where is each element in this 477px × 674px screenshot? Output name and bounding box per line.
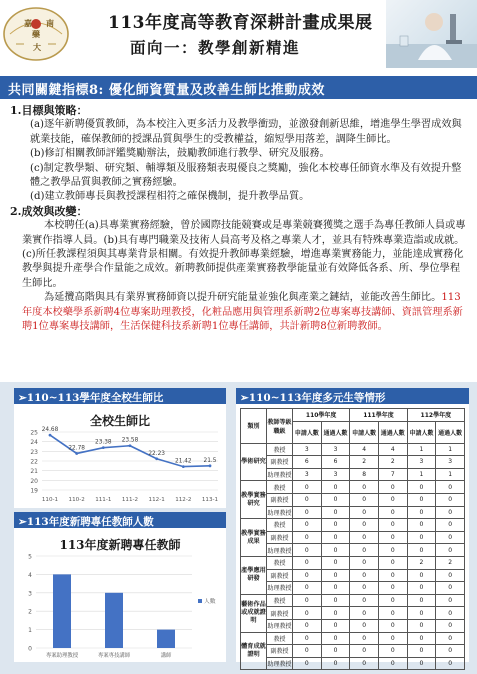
table-value-cell: 0 [321,519,350,532]
table-value-cell: 0 [378,657,407,670]
data-point [102,446,105,449]
table-value-cell: 0 [350,657,379,670]
th-apply: 申請人數 [407,421,436,443]
table-value-cell: 0 [436,544,465,557]
y-tick-label: 5 [28,553,32,561]
table-rank-cell: 助理教授 [267,582,293,595]
table-rank-cell: 副教授 [267,456,293,469]
table-value-cell: 0 [321,594,350,607]
th-pass: 通過人數 [321,421,350,443]
table-row [241,569,465,582]
goal-d: (d)建立教師專長與教授課程相符之確保機制，提升教學品質。 [30,191,310,203]
th-category: 類別 [241,409,267,444]
table-value-cell: 0 [350,569,379,582]
table-rank-cell: 副教授 [267,569,293,582]
data-label: 22.23 [148,450,165,457]
ratio-panel [14,388,226,508]
table-value-cell: 0 [293,619,322,632]
y-tick-label: 20 [30,477,38,485]
table-value-cell: 0 [378,493,407,506]
x-tick-label: 112-1 [148,497,165,503]
logo-character: 南 [46,19,54,28]
x-tick-label: 110-2 [68,497,85,503]
data-point [75,452,78,455]
table-value-cell: 0 [407,531,436,544]
table-row [241,619,465,632]
table-value-cell: 0 [321,544,350,557]
table-value-cell: 2 [350,456,379,469]
y-tick-label: 23 [30,448,38,456]
table-value-cell: 0 [293,481,322,494]
th-pass: 通過人數 [436,421,465,443]
table-row [241,645,465,658]
table-row [241,594,465,607]
promotion-table [240,408,465,670]
table-value-cell: 0 [293,544,322,557]
data-point [155,457,158,460]
table-value-cell: 0 [350,619,379,632]
table-value-cell: 0 [436,519,465,532]
y-tick-label: 0 [28,645,32,653]
data-label: 24.68 [41,427,59,434]
table-value-cell: 0 [436,619,465,632]
table-value-cell: 3 [293,468,322,481]
th-apply: 申請人數 [293,421,322,443]
table-value-cell: 3 [436,456,465,469]
table-row [241,443,465,456]
x-tick-label: 113-1 [201,497,219,503]
data-point [49,434,52,437]
table-value-cell: 0 [407,632,436,645]
table-value-cell: 0 [350,519,379,532]
table-value-cell: 0 [293,594,322,607]
data-point [129,444,132,447]
table-rank-cell: 副教授 [267,531,293,544]
table-value-cell: 0 [436,582,465,595]
heading-results: 2.成效與改變： [10,204,88,218]
table-row [241,531,465,544]
table-row [241,468,465,481]
x-tick-label: 111-1 [95,497,112,503]
table-value-cell: 0 [378,645,407,658]
data-label: 23.38 [95,439,112,446]
y-tick-label: 21 [30,468,38,476]
table-value-cell: 0 [407,506,436,519]
table-value-cell: 0 [436,632,465,645]
hire-panel-title: ➢113年度新聘專任教師人數 [14,512,226,528]
results-text: 為延攬高階與具有業界實務師資以提升研究能量並強化與產業之鏈結，並能改善生師比。 [44,292,442,304]
y-tick-label: 19 [30,487,38,495]
table-category-cell: 教學實務成果 [241,519,267,557]
hire-chart-title: 113年度新聘專任教師 [59,538,181,552]
table-row [241,582,465,595]
table-value-cell: 6 [321,456,350,469]
table-value-cell: 0 [350,607,379,620]
table-value-cell: 0 [321,607,350,620]
table-value-cell: 0 [378,594,407,607]
table-panel-title: ➢110~113年度多元生等情形 [236,388,469,404]
table-value-cell: 0 [350,582,379,595]
table-value-cell: 0 [350,594,379,607]
table-value-cell: 0 [350,645,379,658]
th-year-110: 110學年度 [293,409,350,422]
results-highlight: 113年度本校藥學系新聘4位專案助理教授，化粧品應用與管理系新聘2位專案專技講師、資訊管理系新聘1位專案專技講師，生活保健科技系新聘1位專任講師，共計新聘8位新聘教師。 [22,292,463,333]
table-value-cell: 0 [293,519,322,532]
table-value-cell: 0 [407,544,436,557]
table-panel [236,388,469,668]
th-pass: 通過人數 [378,421,407,443]
table-value-cell: 0 [293,645,322,658]
goal-a: (a)逐年新聘優質教師，為本校注入更多活力及教學衝勁，並激發創新思維，增進學生學習成效與就業技能，確保教師的授課品質與學生的受教權益，縮短學用落差，調降生師比。 [30,119,462,145]
table-value-cell: 0 [350,556,379,569]
table-value-cell: 0 [293,531,322,544]
table-rank-cell: 教授 [267,556,293,569]
table-value-cell: 0 [378,506,407,519]
table-rank-cell: 助理教授 [267,506,293,519]
table-value-cell: 0 [293,569,322,582]
table-value-cell: 0 [407,645,436,658]
section-title-bar: 共同關鍵指標8: 優化師資質量及改善生師比推動成效 [0,76,477,99]
heading-goals: 1.目標與策略： [10,104,88,117]
table-row [241,519,465,532]
table-value-cell: 0 [350,481,379,494]
table-value-cell: 0 [293,607,322,620]
table-value-cell: 0 [321,657,350,670]
table-value-cell: 0 [321,582,350,595]
table-value-cell: 0 [321,569,350,582]
x-tick-label: 112-2 [175,497,192,503]
table-value-cell: 3 [321,468,350,481]
table-row [241,506,465,519]
x-tick-label: 講師 [160,653,172,659]
data-point [209,464,212,467]
table-value-cell: 0 [321,531,350,544]
table-category-cell: 體育成就證明 [241,632,267,670]
page-header [0,0,477,72]
y-tick-label: 24 [30,439,38,447]
table-value-cell: 0 [436,607,465,620]
table-value-cell: 1 [407,443,436,456]
table-category-cell: 學術研究 [241,443,267,481]
y-tick-label: 4 [28,571,32,579]
logo-character: 嘉 [24,19,32,28]
table-value-cell: 3 [321,443,350,456]
table-value-cell: 0 [407,493,436,506]
table-value-cell: 1 [407,468,436,481]
legend-swatch [198,599,202,603]
table-row [241,607,465,620]
table-value-cell: 2 [378,456,407,469]
table-rank-cell: 教授 [267,519,293,532]
data-label: 23.58 [121,437,139,444]
table-value-cell: 0 [378,531,407,544]
table-rank-cell: 助理教授 [267,619,293,632]
table-value-cell: 0 [436,594,465,607]
table-value-cell: 0 [436,493,465,506]
page-subtitle: 面向一：教學創新精進 [130,38,301,57]
table-value-cell: 0 [321,619,350,632]
table-value-cell: 0 [407,657,436,670]
header-photo [386,0,477,68]
table-value-cell: 0 [378,582,407,595]
goal-b: (b)修訂相關教師評鑑獎勵辦法，鼓勵教師進行教學、研究及服務。 [30,148,330,160]
table-row [241,657,465,670]
table-value-cell: 8 [350,468,379,481]
x-tick-label: 專案助理教授 [45,653,79,659]
table-rank-cell: 副教授 [267,493,293,506]
table-value-cell: 0 [378,569,407,582]
table-value-cell: 4 [350,443,379,456]
th-year-111: 111學年度 [350,409,407,422]
table-value-cell: 0 [436,481,465,494]
bar [105,593,123,648]
bar [157,630,175,648]
table-row [241,556,465,569]
ratio-chart-title: 全校生師比 [89,414,150,428]
table-value-cell: 3 [407,456,436,469]
table-value-cell: 0 [407,607,436,620]
hire-panel [14,512,226,662]
y-tick-label: 1 [28,627,32,635]
th-rank: 教師等級職級 [267,409,293,444]
table-value-cell: 0 [350,506,379,519]
logo-character: 大 [33,43,41,52]
body-text [10,104,469,335]
table-category-cell: 教學實務研究 [241,481,267,519]
table-value-cell: 0 [436,531,465,544]
data-label: 21.5 [203,457,217,464]
results-paragraph-2 [10,291,469,334]
table-value-cell: 0 [407,582,436,595]
table-value-cell: 0 [293,582,322,595]
table-value-cell: 0 [293,493,322,506]
lab-scene-icon [386,0,477,68]
table-value-cell: 0 [436,657,465,670]
th-apply: 申請人數 [350,421,379,443]
data-point [182,465,185,468]
table-value-cell: 7 [378,468,407,481]
table-rank-cell: 助理教授 [267,657,293,670]
table-row [241,632,465,645]
table-row [241,481,465,494]
table-value-cell: 0 [407,594,436,607]
table-value-cell: 0 [378,556,407,569]
ratio-line-chart [14,426,226,508]
logo-character: 藥 [32,30,40,39]
table-rank-cell: 教授 [267,481,293,494]
table-rank-cell: 教授 [267,443,293,456]
table-value-cell: 0 [378,607,407,620]
results-paragraph-1: 本校聘任(a)具專業實務經驗，曾於國際技能競賽或是專業競賽獲獎之選手為專任教師人員或專業實作指導人員。(b)具有專門職業及技術人員高考及格之專業人才，並具有特殊專業造詣或成就。(c)所任教課程須與其專業背景相關。有效提升教師專業經驗，增進專業實務能力，並能達成實務化教學與提升產學合作量能之成效。新聘教師提供產業實務教學能量並有效降低各系、所、學位學程生師比。 [22,220,466,289]
hire-bar-chart [14,550,226,662]
table-rank-cell: 教授 [267,632,293,645]
y-tick-label: 22 [30,458,38,466]
page-title: 113年度高等教育深耕計畫成果展 [108,13,373,33]
table-value-cell: 0 [436,569,465,582]
table-category-cell: 產學應用研發 [241,556,267,594]
ratio-panel-title: ➢110~113學年度全校生師比 [14,388,226,404]
table-value-cell: 0 [407,481,436,494]
table-rank-cell: 副教授 [267,645,293,658]
table-value-cell: 1 [436,443,465,456]
table-value-cell: 0 [321,556,350,569]
x-tick-label: 110-1 [41,497,59,503]
bar [53,574,71,648]
table-value-cell: 0 [407,569,436,582]
table-value-cell: 0 [378,481,407,494]
data-label: 22.78 [68,445,85,452]
y-tick-label: 3 [28,590,32,598]
table-row [241,456,465,469]
table-value-cell: 0 [407,619,436,632]
table-value-cell: 0 [350,493,379,506]
th-year-112: 112學年度 [407,409,464,422]
table-rank-cell: 助理教授 [267,544,293,557]
table-value-cell: 0 [378,519,407,532]
table-rank-cell: 助理教授 [267,468,293,481]
goal-c: (c)制定教學類、研究類、輔導類及服務類表現優良之獎勵，強化本校專任師資水準及有效提升整體之教學品質與教師之實務經驗。 [30,162,462,189]
table-value-cell: 0 [350,632,379,645]
table-value-cell: 0 [378,619,407,632]
y-tick-label: 2 [28,608,32,616]
table-value-cell: 0 [321,493,350,506]
table-category-cell: 藝術作品或成就證明 [241,594,267,632]
university-logo-icon [2,4,74,64]
table-rank-cell: 副教授 [267,607,293,620]
x-tick-label: 專案專技講師 [97,653,131,659]
table-value-cell: 6 [293,456,322,469]
table-row [241,544,465,557]
x-tick-label: 111-2 [121,497,139,503]
table-row [241,493,465,506]
table-value-cell: 0 [436,645,465,658]
table-value-cell: 0 [350,544,379,557]
table-value-cell: 0 [350,531,379,544]
table-value-cell: 1 [436,468,465,481]
table-value-cell: 0 [293,632,322,645]
table-value-cell: 0 [321,645,350,658]
table-value-cell: 0 [293,556,322,569]
table-rank-cell: 教授 [267,594,293,607]
table-value-cell: 0 [378,632,407,645]
table-value-cell: 0 [321,632,350,645]
data-label: 21.42 [175,458,192,465]
table-value-cell: 2 [407,556,436,569]
table-value-cell: 3 [293,443,322,456]
table-value-cell: 0 [321,506,350,519]
table-value-cell: 4 [378,443,407,456]
table-value-cell: 0 [407,519,436,532]
legend-label: 人數 [204,599,216,605]
table-value-cell: 2 [436,556,465,569]
y-tick-label: 25 [30,429,38,437]
table-value-cell: 0 [378,544,407,557]
table-value-cell: 0 [321,481,350,494]
table-value-cell: 0 [293,506,322,519]
table-value-cell: 0 [436,506,465,519]
table-value-cell: 0 [293,657,322,670]
